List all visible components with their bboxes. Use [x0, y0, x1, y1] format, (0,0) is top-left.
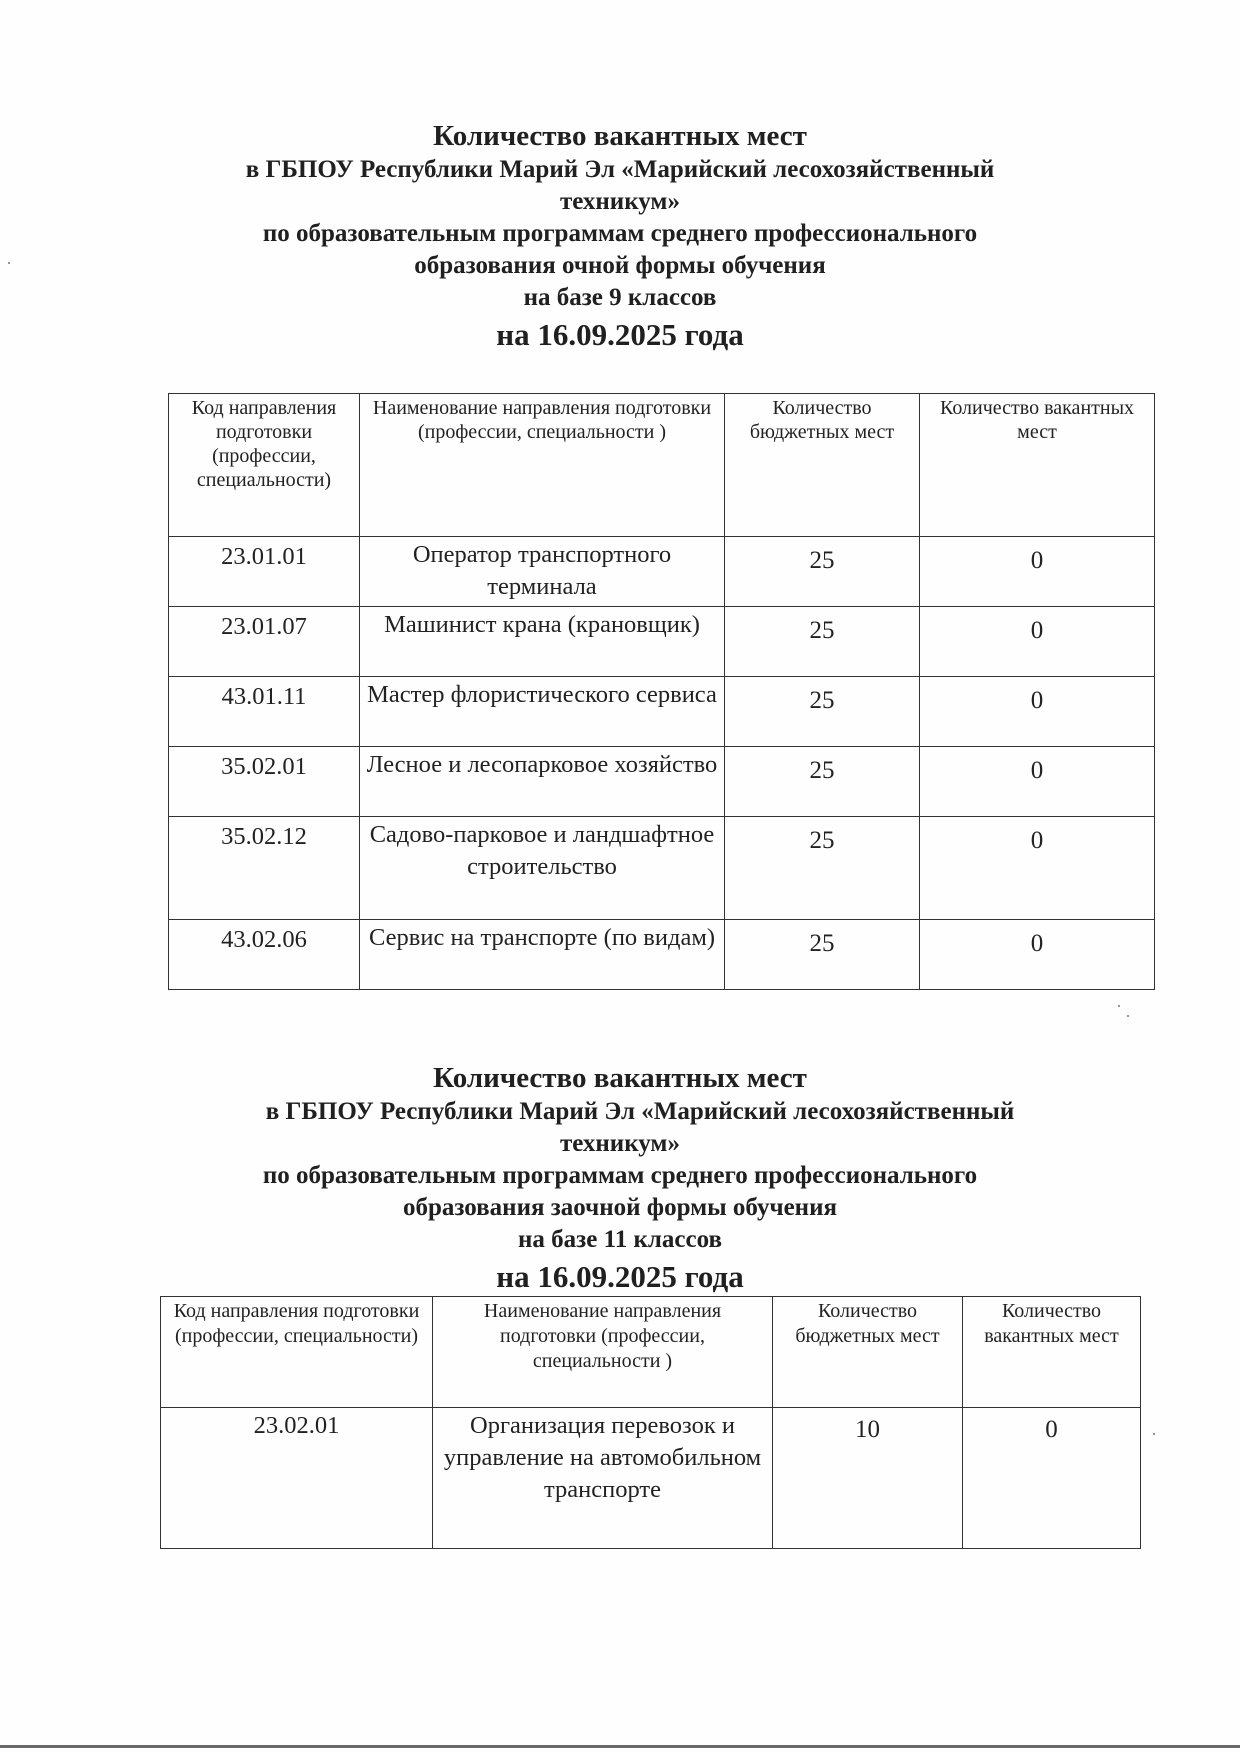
section-1-title: Количество вакантных мест	[433, 120, 807, 152]
cell-vacant: 0	[920, 677, 1155, 747]
table-header-row	[161, 1297, 1141, 1408]
cell-vacant: 0	[920, 607, 1155, 677]
cell-code: 35.02.12	[169, 817, 360, 920]
scan-bottom-edge	[0, 1745, 1240, 1748]
cell-name: Оператор транспортного терминала	[360, 537, 725, 607]
section-2-title: Количество вакантных мест	[433, 1062, 807, 1094]
section-2-table	[160, 1296, 1141, 1549]
cell-vacant: 0	[963, 1408, 1141, 1549]
section-2-date: на 16.09.2025 года	[496, 1259, 744, 1294]
section-1-base: на базе 9 классов	[523, 284, 717, 311]
cell-name: Мастер флористического сервиса	[360, 677, 725, 747]
cell-vacant: 0	[920, 747, 1155, 817]
table-row	[169, 677, 1155, 747]
cell-vacant: 0	[920, 817, 1155, 920]
cell-code: 43.01.11	[169, 677, 360, 747]
cell-code: 23.01.01	[169, 537, 360, 607]
header-name: Наименование направления подготовки (профессии, специальности )	[360, 394, 725, 537]
section-2-program-line2: образования заочной формы обучения	[402, 1194, 838, 1221]
cell-name: Садово-парковое и ландшафтное строительство	[360, 817, 725, 920]
cell-code: 23.01.07	[169, 607, 360, 677]
section-1-program-line1: по образовательным программам среднего профессионального	[262, 220, 978, 247]
scan-speck	[1118, 1005, 1120, 1007]
header-name: Наименование направления подготовки (профессии, специальности )	[433, 1297, 773, 1408]
section-1-program-line2: образования очной формы обучения	[414, 252, 826, 279]
header-budget: Количество бюджетных мест	[773, 1297, 963, 1408]
header-vacant: Количество вакантных мест	[963, 1297, 1141, 1408]
cell-vacant: 0	[920, 920, 1155, 990]
cell-budget: 25	[725, 920, 920, 990]
table-row	[161, 1408, 1141, 1549]
section-2-heading	[0, 1060, 1240, 1296]
cell-budget: 10	[773, 1408, 963, 1549]
table-row	[169, 607, 1155, 677]
table-header-row	[169, 394, 1155, 537]
cell-name: Машинист крана (крановщик)	[360, 607, 725, 677]
header-code: Код направления подготовки (профессии, специальности)	[169, 394, 360, 537]
table-row	[169, 920, 1155, 990]
cell-budget: 25	[725, 537, 920, 607]
section-1-heading	[0, 118, 1240, 354]
cell-budget: 25	[725, 817, 920, 920]
cell-code: 43.02.06	[169, 920, 360, 990]
cell-name: Организация перевозок и управление на автомобильном транспорте	[433, 1408, 773, 1549]
table-row	[169, 747, 1155, 817]
section-2-base: на базе 11 классов	[518, 1226, 722, 1253]
scan-speck	[8, 262, 10, 264]
table-row	[169, 537, 1155, 607]
table-row	[169, 817, 1155, 920]
cell-budget: 25	[725, 747, 920, 817]
section-2-program-line1: по образовательным программам среднего профессионального	[262, 1162, 978, 1189]
section-1-date: на 16.09.2025 года	[496, 317, 744, 352]
cell-name: Лесное и лесопарковое хозяйство	[360, 747, 725, 817]
section-1-institution: в ГБПОУ Республики Марий Эл «Марийский лесохозяйственный	[245, 156, 995, 183]
section-1-institution-cont: техникум»	[560, 188, 680, 215]
scan-speck	[1153, 1433, 1155, 1435]
section-2-institution: в ГБПОУ Республики Марий Эл «Марийский лесохозяйственный	[265, 1098, 1015, 1125]
cell-name: Сервис на транспорте (по видам)	[360, 920, 725, 990]
header-code: Код направления подготовки (профессии, специальности)	[161, 1297, 433, 1408]
section-1-table	[168, 393, 1155, 990]
header-budget: Количество бюджетных мест	[725, 394, 920, 537]
cell-budget: 25	[725, 677, 920, 747]
cell-budget: 25	[725, 607, 920, 677]
header-vacant: Количество вакантных мест	[920, 394, 1155, 537]
cell-code: 23.02.01	[161, 1408, 433, 1549]
cell-vacant: 0	[920, 537, 1155, 607]
cell-code: 35.02.01	[169, 747, 360, 817]
scan-speck	[1127, 1015, 1129, 1017]
section-2-institution-cont: техникум»	[560, 1130, 680, 1157]
